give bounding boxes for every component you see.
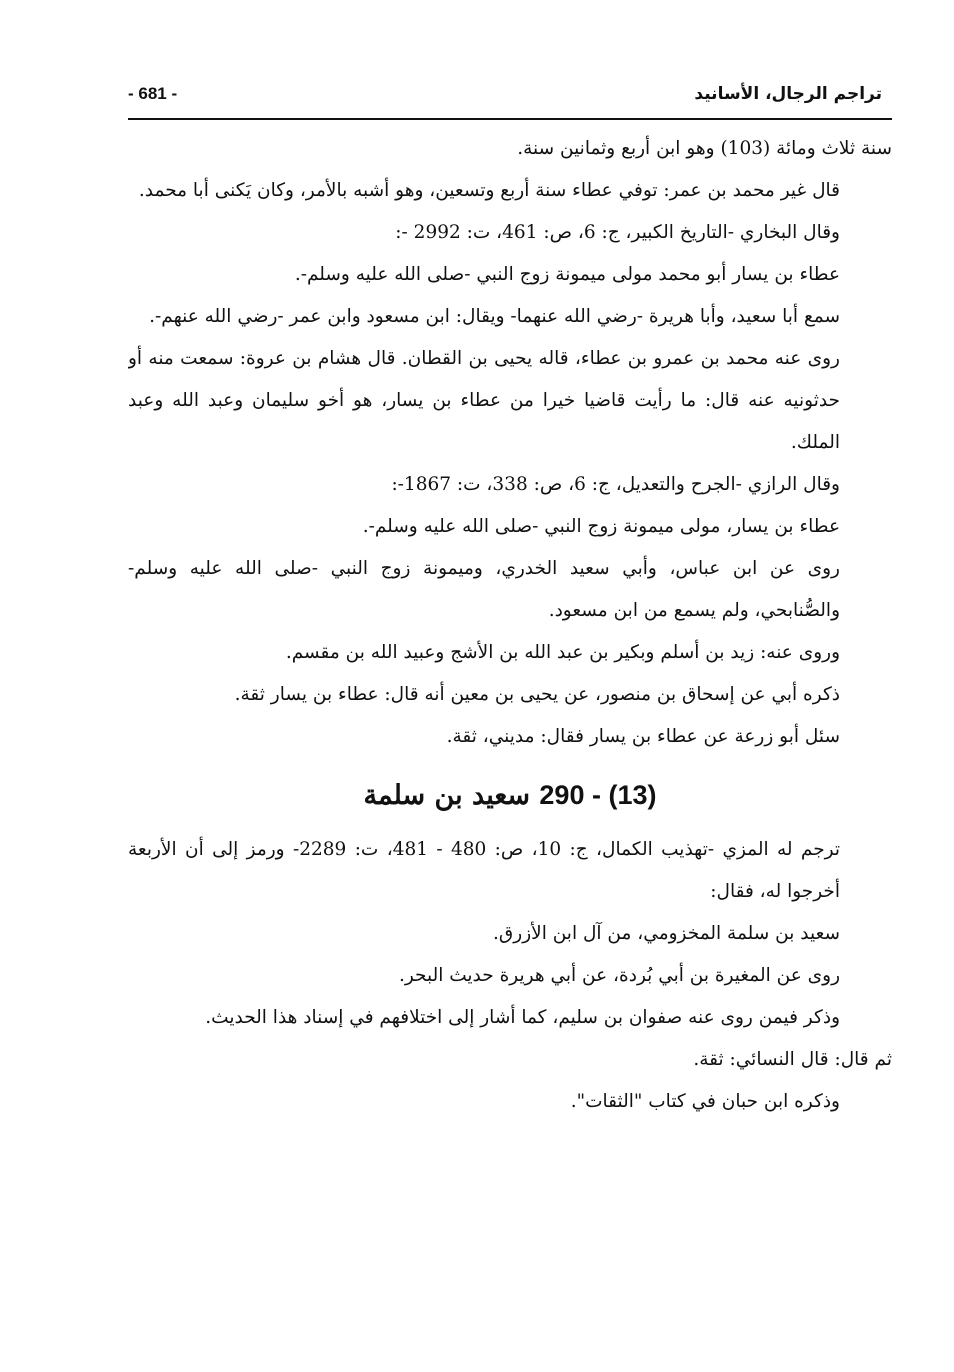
entry-paragraph-6: وذكره ابن حبان في كتاب "الثقات". xyxy=(570,1091,840,1112)
paragraph-1: سنة ثلاث ومائة (103) وهو ابن أربع وثمانين سنة. xyxy=(517,138,892,159)
paragraph-3: وقال البخاري -التاريخ الكبير، ج: 6، ص: 461، ت: 2992 -: xyxy=(395,222,840,243)
header-rule xyxy=(128,118,892,120)
entry-paragraph-3: روى عن المغيرة بن أبي بُردة، عن أبي هريرة حديث البحر. xyxy=(398,965,840,986)
entry-number: 290 - (13) xyxy=(539,780,657,810)
page-body xyxy=(128,128,892,1123)
entry-paragraph-2: سعيد بن سلمة المخزومي، من آل ابن الأزرق. xyxy=(493,923,840,944)
paragraph-2: قال غير محمد بن عمر: توفي عطاء سنة أربع وتسعين، وهو أشبه بالأمر، وكان يَكنى أبا محمد. xyxy=(138,180,840,201)
paragraph-10: وروى عنه: زيد بن أسلم وبكير بن عبد الله بن الأشج وعبيد الله بن مقسم. xyxy=(285,642,840,663)
paragraph-8: عطاء بن يسار، مولى ميمونة زوج النبي -صلى الله عليه وسلم-. xyxy=(362,516,840,537)
paragraph-5: سمع أبا سعيد، وأبا هريرة -رضي الله عنهما- ويقال: ابن مسعود وابن عمر -رضي الله عنهم-. xyxy=(149,306,840,327)
entry-name: سعيد بن سلمة xyxy=(363,780,530,811)
paragraph-7: وقال الرازي -الجرح والتعديل، ج: 6، ص: 338، ت: 1867-: xyxy=(391,474,840,495)
entry-paragraph-4: وذكر فيمن روى عنه صفوان بن سليم، كما أشار إلى اختلافهم في إسناد هذا الحديث. xyxy=(205,1007,840,1028)
entry-heading xyxy=(128,766,892,825)
page-header xyxy=(128,84,882,114)
page-number: - 681 - xyxy=(128,84,178,103)
paragraph-4: عطاء بن يسار أبو محمد مولى ميمونة زوج النبي -صلى الله عليه وسلم-. xyxy=(294,264,840,285)
paragraph-9: روى عن ابن عباس، وأبي سعيد الخدري، وميمونة زوج النبي -صلى الله عليه وسلم- والصُّنابحي، ولم يسمع من ابن مسعود. xyxy=(128,558,840,621)
entry-paragraph-1: ترجم له المزي -تهذيب الكمال، ج: 10، ص: 480 - 481، ت: 2289- ورمز إلى أن الأربعة أخرجوا له، فقال: xyxy=(128,839,841,902)
paragraph-11: ذكره أبي عن إسحاق بن منصور، عن يحيى بن معين أنه قال: عطاء بن يسار ثقة. xyxy=(234,684,840,705)
paragraph-6: روى عنه محمد بن عمرو بن عطاء، قاله يحيى بن القطان. قال هشام بن عروة: سمعت منه أو حدثونيه عنه قال: ما رأيت قاضيا خيرا من عطاء بن يسار، هو أخو سليمان وعبد الله وعبد الملك. xyxy=(128,348,840,453)
entry-paragraph-5: ثم قال: قال النسائي: ثقة. xyxy=(693,1049,892,1070)
paragraph-12: سئل أبو زرعة عن عطاء بن يسار فقال: مديني، ثقة. xyxy=(446,726,840,747)
running-title: تراجم الرجال، الأسانيد xyxy=(694,84,882,104)
